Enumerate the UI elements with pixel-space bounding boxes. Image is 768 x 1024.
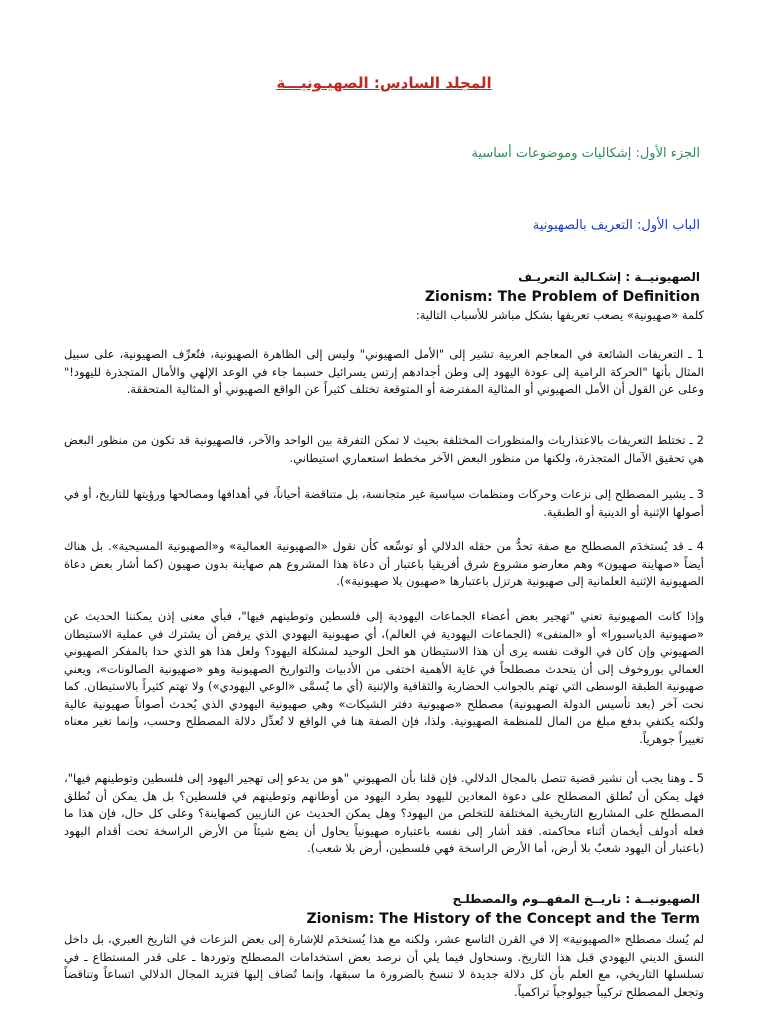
paragraph-1: 1 ـ التعريفات الشائعة في المعاجم العربية تشير إلى "الأمل الصهيوني" وليس إلى الظاهرة الصهيونية، فتُعرِّف الصهيونية، على سبيل المثال بأنها "الحركة الرامية إلى عودة اليهود إلى وطن أجدادهم إرتس يسرائيل حسبما جاء في الوعد الإلهي والأمال المتجذرة لليهود!" وعلى عن القول أن الأمل الصهيوني أو المثالية المفترضة أو المتوقعة تختلف كثيراً عن الواقع الصهيوني أو المثالية المتحققة. — [64, 347, 704, 396]
section-heading-arabic: الصهيونيــة : إشكـالية التعريـف — [518, 270, 700, 284]
paragraph-6: 5 ـ وهنا يجب أن نشير قضية تتصل بالمجال الدلالي. فإن قلنا بأن الصهيوني "هو من يدعو إلى تهجير اليهود إلى فلسطين وتوطينهم فيها"، فهل يمكن أن نُطلق المصطلح على دعوة المعادين لليهود بطرد اليهود من أوطانهم وتوطينهم في فلسطين؟ بل هل يمكن أن نُطلق المصطلح على المشاريع التاريخية المختلفة للتخلص من اليهود؟ وهل يمكن الحديث عن النازيين كصهاينة؟ وعلى كل حال، فإن هذا ما فعله أدولف أيخمان أثناء محاكمته. فقد أشار إلى نفسه باعتباره صهيونياً يحاول أن يضع شيئاً من الأرض الراسخة تحت أقدام اليهود (باعتبار أن اليهود شعبٌ بلا أرض، أما الأرض الراسخة فهي فلسطين، أرض بلا شعب). — [64, 771, 704, 855]
chapter-title: الباب الأول: التعريف بالصهيونية — [532, 218, 700, 233]
part-title: الجزء الأول: إشكاليات وموضوعات أساسية — [471, 146, 700, 161]
volume-title: المجلد السادس: الصهيـونيـــة — [276, 74, 492, 92]
section2-heading-english: Zionism: The History of the Concept and the Term — [306, 911, 700, 927]
section2-paragraph-1: لم يُسك مصطلح «الصهيونية» إلا في القرن التاسع عشر، ولكنه مع هذا يُستخدَم للإشارة إلى بعض النزعات في التاريخ العبري، بل داخل النسق الديني اليهودي قبل هذا التاريخ. وسنحاول فيما يلي أن نرصد بعض استخدامات المصطلح وتوردها ـ على قدر المستطاع ـ في تسلسلها التاريخي، مع العلم بأن كل دلالة جديدة لا تنسخ بالضرورة ما سبقها، وإنما تُضاف إليها فتزيد المجال الدلالي اتساعاً وتناقضاً وتجعل المصطلح تركيباً جيولوجياً تراكمياً. — [64, 932, 704, 999]
paragraph-4: 4 ـ قد يُستخدَم المصطلح مع صفة تحدُّ من حقله الدلالي أو توسِّعه كأن نقول «الصهيونية العمالية» و«الصهيونية المسيحية». بل هناك أيضاً «صهاينة صهيون» وهم معارضو مشروع شرق أفريقيا باعتبار أن دعاة هذا المشروع هم صهاينة بدون صهيون (كما أشار بعض دعاة الصهيونية الإثنية العلمانية إلى صهيونية هرتزل باعتبارها «صهيون بلا صهيونية»). — [64, 539, 704, 588]
paragraph-2: 2 ـ تختلط التعريفات بالاعتذاريات والمنظورات المختلفة بحيث لا تمكن التفرقة بين الواحد والآخر، فالصهيونية قد تكون من منظور البعض هي تحقيق الآمال المتجذرة، ولكنها من منظور البعض الآخر مخطط استعماري استيطاني. — [64, 433, 704, 465]
section2-heading-arabic: الصهيونيــة : تاريــخ المفهــوم والمصطلـح — [452, 892, 700, 906]
paragraph-5: وإذا كانت الصهيونية تعني "تهجير بعض أعضاء الجماعات اليهودية إلى فلسطين وتوطينهم فيها"، فبأي معنى إذن يمكننا الحديث عن «صهيونية الدياسبورا» أو «المنفى» (الجماعات اليهودية في العالم)، أي صهيونية اليهودي الذي يرفض أن يشترك في عملية الاستيطان الصهيوني وإن كان في الوقت نفسه يرى أن هذا الاستيطان هو الحل الوحيد لمشكلة اليهود؟ ولعل هذا هو الذي حدا بالمفكر الصهيوني العمالي بوروخوف إلى أن يتحدث مصطلحاً في غاية الأهمية اختفى من الأدبيات والتواريخ الصهيونية وهو «صهيونية الصالونات»، ويعني صهيونية الطبقة الوسطى التي تهتم بالجوانب الحضارية والثقافية والإثنية (أي ما يُسمَّى «الوعي اليهودي») ولا تهتم كثيراً بالاستيطان. كما نحت آخر (بعد تأسيس الدولة الصهيونية) مصطلح «صهيونية دفتر الشيكات» وهي صهيونية اليهودي الذي يُحدث أصواتاً صهيونية عالية ولكنه يكتفي بدفع مبلغ من المال للمنظمة الصهيونية. ولذا، فإن الصفة هنا في الواقع لا تُعدِّل دلالة المصطلح وحسب، وإنما تغير معناه تغييراً جوهرياً. — [64, 609, 704, 746]
section-intro: كلمة «صهيونية» يصعب تعريفها بشكل مباشر للأسباب التالية: — [415, 308, 704, 322]
paragraph-3: 3 ـ يشير المصطلح إلى نزعات وحركات ومنظمات سياسية غير متجانسة، بل متناقضة أحياناً، في أهدافها ومصالحها ورؤيتها للتاريخ، أو في أصولها الإثنية أو الدينية أو الطبقية. — [64, 487, 704, 519]
section-heading-english: Zionism: The Problem of Definition — [424, 289, 700, 305]
